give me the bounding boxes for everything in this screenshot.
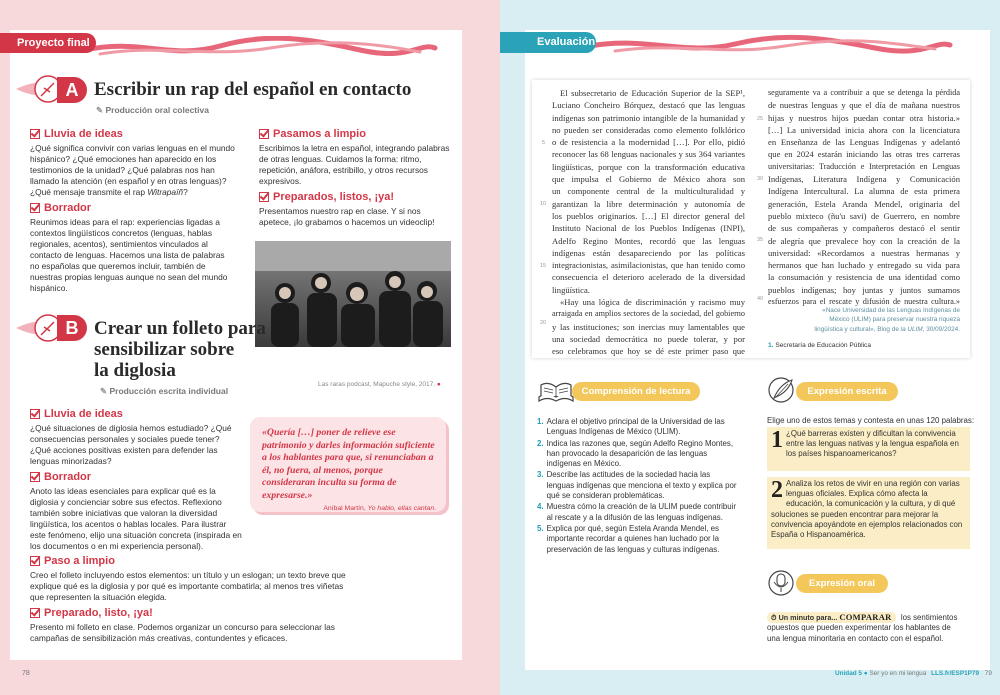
b-text-preparado: Presento mi folleto en clase. Podemos organizar un concurso para seleccionar las campañas de sensibilización más creativas, contundentes y eficaces. bbox=[30, 622, 335, 643]
checkbox-icon bbox=[30, 409, 40, 419]
escrita-title: Expresión escrita bbox=[796, 382, 898, 401]
comprension-title: Comprensión de lectura bbox=[572, 382, 700, 401]
oral-badge: ⏱ Un minuto para... COMPARAR bbox=[767, 612, 896, 623]
article-line: Adelfo Regino Montes, recordó que las lenguas bbox=[552, 235, 745, 246]
quill-icon bbox=[766, 376, 800, 404]
a-text-limpio: Escribimos la letra en español, integrando palabras de otras lenguas. Cuidamos la forma: ritmo, repetición, anáfora, estribillo, y otros recursos expresivos. bbox=[259, 143, 450, 186]
b-heading-paso: Paso a limpio bbox=[30, 555, 355, 567]
article-line: una sociedad democrática no puede tolerar, y por bbox=[552, 333, 745, 344]
b-text-borrador: Anoto las ideas esenciales para explicar qué es la diglosia y concienciar sobre sus efectos. Reflexiono también sobre iniciativas que valoran la diversidad lingüística, los acentos o hablas locales. Para ilustrar este fenómeno, elijo una situación concreta (inspirada en los documentos o en mi experiencia personal). bbox=[30, 486, 242, 551]
article-line: universitarias: Traducción e Interpretación en Lenguas bbox=[768, 161, 960, 171]
band-photo bbox=[255, 241, 451, 347]
line-number: 5 bbox=[542, 140, 546, 146]
a-heading-limpio: Pasamos a limpio bbox=[259, 128, 451, 140]
checkbox-icon bbox=[259, 129, 269, 139]
a-col2 bbox=[259, 128, 451, 228]
line-number: 30 bbox=[757, 176, 764, 182]
article-line: que en 2024 estarán iniciando las otras tres carreras bbox=[768, 149, 960, 160]
list-item: 1. Aclara el objetivo principal de la Universidad de las Lenguas Indígenas de México (ULIM). bbox=[537, 417, 725, 437]
left-page-number: 78 bbox=[22, 670, 30, 677]
a-text-borrador: Reunimos ideas para el rap: experiencias ligadas a contextos lingüísticos concretos (lenguas, hablas regionales, acentos), sentimientos vinculados al contacto de lenguas. Hacemos una lista de palabras no españolas que queremos incluir, también de nuestras propias lenguas aunque no sean del mundo hispánico. bbox=[30, 217, 228, 293]
article-line: no pueden ser consideradas como elemento folklórico bbox=[552, 124, 745, 135]
article-line: lingüísticas, porque con la transformación educativa bbox=[552, 161, 745, 172]
a-heading-preparados: Preparados, listos, ¡ya! bbox=[259, 191, 451, 203]
pen-icon: ✎ bbox=[100, 386, 108, 396]
right-header-brush bbox=[585, 34, 955, 58]
a-text-lluvia: ¿Qué significa convivir con varias lenguas en el mundo hispánico? ¿Qué emociones han aparecido en los testimonios de la unidad? ¿Qué palabras nos han llamado la atención (en español y en otras lenguas)? ¿Qué mensaje transmite el rap Witrapaïñ? bbox=[30, 143, 235, 197]
checkbox-icon bbox=[30, 129, 40, 139]
escrita-option-1: 1 ¿Qué barreras existen y dificultan la convivencia entre las lenguas nativas y la lengua española en los países hispanoamericanos? bbox=[767, 427, 970, 471]
footer-title: Ser yo en mi lengua bbox=[869, 670, 927, 677]
a-heading-lluvia: Lluvia de ideas bbox=[30, 128, 236, 140]
article-line: hermanos que han luchado y entregado su vida para bbox=[768, 260, 960, 271]
article-line: de nuestras lenguas y que el día de mañana nuestros bbox=[768, 100, 960, 111]
list-item: 2. Indica las razones que, según Adelfo Regino Montes, han provocado la desaparición de las lenguas indígenas en México. bbox=[537, 438, 734, 469]
article-line: reconocer las 68 lenguas nacionales y sus 364 variantes bbox=[552, 149, 745, 160]
article-col1 bbox=[552, 87, 745, 358]
list-item: 4. Muestra cómo la creación de la ULIM puede contribuir al rescate y a la difusión de las lenguas indígenas. bbox=[537, 502, 737, 522]
footer-link[interactable]: LLS.fr/ESP1P79 bbox=[931, 670, 980, 677]
b-text-lluvia: ¿Qué situaciones de diglosia hemos estudiado? ¿Qué consecuencias personales y sociales puede tener? ¿Qué acciones positivas existen para defender las lenguas minorizadas? bbox=[30, 423, 232, 466]
article-col2 bbox=[768, 87, 960, 308]
article-line: lingüística. bbox=[552, 284, 590, 295]
article-line: El subsecretario de Educación Superior de la SEP¹, bbox=[560, 88, 745, 98]
section-b-letter: B bbox=[57, 315, 87, 341]
b-bottom bbox=[30, 555, 355, 644]
section-a-subtitle: ✎ Producción oral colectiva bbox=[96, 105, 209, 115]
a-text-preparados: Presentamos nuestro rap en clase. Y si nos apetece, ¡lo grabamos o hacemos un videoclip! bbox=[259, 206, 435, 227]
article-line: eso celebramos que hoy se dé este primer paso que bbox=[552, 346, 745, 357]
feather-icon bbox=[14, 74, 60, 104]
article-line: «Hay una lógica de discriminación y racismo muy bbox=[560, 297, 745, 308]
right-page-number: 79 bbox=[984, 670, 992, 677]
section-b-title: Crear un folleto para sensibilizar sobre la diglosia bbox=[94, 318, 266, 381]
checkbox-icon bbox=[259, 192, 269, 202]
oral-title: Expresión oral bbox=[796, 574, 888, 593]
line-number: 25 bbox=[757, 116, 764, 122]
footer-unit: Unidad 5 bbox=[835, 670, 862, 677]
list-item: 5. Explica por qué, según Estela Aranda Mendel, es importante recordar a quienes han luchado por la preservación de las lenguas y culturas indígenas. bbox=[537, 523, 720, 554]
option-number: 2 bbox=[771, 477, 783, 503]
option-number: 1 bbox=[771, 427, 783, 453]
band-photo-figures bbox=[255, 241, 451, 347]
article-line: garantizan la libre determinación y autonomía de bbox=[552, 198, 745, 209]
pen-icon: ✎ bbox=[96, 105, 104, 115]
article-line: seguramente va a contribuir a que se detenga la pérdida bbox=[768, 88, 960, 97]
stopwatch-icon: ⏱ bbox=[771, 613, 777, 622]
article-line: hijas y nuestros hijos puedan contar otra historia.» bbox=[768, 112, 960, 123]
footnote: 1. Secretaría de Educación Pública bbox=[768, 342, 872, 349]
evaluation-tab: Evaluación bbox=[500, 32, 596, 53]
article-source: «Nace Universidad de las Lenguas Indígenas de México (ULIM) para preservar nuestra riqueza lingüística y cultural», Blog de la ULIM, 30/09/2024. bbox=[814, 307, 960, 333]
line-number: 15 bbox=[540, 263, 547, 269]
article-line: que impulsa el Gobierno de México ahora son bbox=[552, 174, 745, 185]
escrita-intro: Elige uno de estos temas y contesta en unas 120 palabras: bbox=[767, 416, 975, 425]
article-line: Indígena Intercultural. La alumna de esta primera bbox=[768, 186, 960, 197]
article-line: pueblos indígenas; hoy juntas y juntos sumamos bbox=[768, 284, 960, 295]
quote-text: «Quería […] poner de relieve ese patrimonio y darles información suficiente a los hablantes para que, si renunciaban a él, no fuera, al menos, porque consideraran inculta su forma de expresarse.» bbox=[262, 427, 435, 501]
line-number: 10 bbox=[540, 201, 547, 207]
line-number: 20 bbox=[540, 320, 547, 326]
article-line: universidad: «Recordamos a nuestras hermanas y bbox=[768, 247, 960, 258]
escrita-option-2: 2 Analiza los retos de vivir en una región con varias lenguas oficiales. Explica cómo afecta la educación, la comunicación y la cultura, y di qué soluciones se pueden encontrar para mejorar la convivencia apoyándote en ejemplos relacionados con España o Hispanoamérica. bbox=[767, 477, 970, 549]
line-number: 40 bbox=[757, 296, 764, 302]
a-heading-borrador: Borrador bbox=[30, 202, 236, 214]
book-icon bbox=[537, 375, 575, 405]
section-tab: Proyecto final bbox=[0, 33, 96, 53]
left-header-brush bbox=[80, 36, 440, 60]
article-line: generación, Estela Aranda Mendel, originaria del bbox=[768, 198, 960, 209]
article-line: los pueblos originarios. […] El director general del bbox=[552, 210, 745, 221]
article-line: integracionistas, asimilacionistas, que han tenido como bbox=[552, 260, 745, 271]
article-line: arraigada en amplios sectores de la sociedad, del gobierno bbox=[552, 309, 745, 319]
b-heading-preparado: Preparado, listo, ¡ya! bbox=[30, 607, 355, 619]
photo-caption: Las raras podcast, Mapuche style, 2017. ● bbox=[318, 381, 441, 388]
article-line: en Enseñanza de las Lenguas Indígenas y adelantó bbox=[768, 137, 960, 148]
article-line: la consumación y resistencia de una identidad como bbox=[768, 272, 960, 283]
article-line: de alegría que prevalece hoy con la creación de la bbox=[768, 235, 960, 246]
article-line: consecuencia el deterioro acelerado de la diversidad bbox=[552, 272, 745, 283]
section-b-subtitle: ✎ Producción escrita individual bbox=[100, 386, 229, 396]
article-line: Indígenas, Literatura Indígena y Comunicación bbox=[768, 174, 960, 185]
feather-icon bbox=[14, 313, 60, 343]
checkbox-icon bbox=[30, 608, 40, 618]
article-line: Luciano Concheiro Bórquez, destacó que las lenguas bbox=[552, 100, 745, 111]
article-line: esfuerzos para el rescate y difusión de nuestra cultura.» bbox=[768, 297, 960, 307]
b-text-paso: Creo el folleto incluyendo estos elementos: un título y un eslogan; un texto breve que explique qué es la diglosia y por qué es importante combatirla; al menos tres viñetas que representen la situación elegida. bbox=[30, 570, 346, 602]
article-line: indígenas están desapareciendo por las políticas bbox=[552, 247, 745, 258]
b-heading-borrador: Borrador bbox=[30, 471, 242, 483]
b-heading-lluvia: Lluvia de ideas bbox=[30, 408, 242, 420]
article-line: y las instituciones; son inercias muy lamentables que bbox=[552, 321, 745, 332]
article-line: indígenas son patrimonio intangible de la humanidad y bbox=[552, 112, 745, 123]
a-col1 bbox=[30, 128, 236, 294]
article-line: un componente central de la multiculturalidad y bbox=[552, 186, 745, 197]
checkbox-icon bbox=[30, 203, 40, 213]
oral-prompt: ⏱ Un minuto para... COMPARAR los sentimientos opuestos que pueden experimentar los hablantes de una lengua minoritaria en contacto con el español. bbox=[767, 612, 958, 643]
list-item: 3. Describe las actitudes de la sociedad hacia las lenguas indígenas que menciona el texto y explica por qué se consideran problemáticas. bbox=[537, 470, 737, 501]
quote-box bbox=[250, 417, 446, 512]
line-number: 35 bbox=[757, 237, 764, 243]
checkbox-icon bbox=[30, 472, 40, 482]
comprension-list bbox=[537, 417, 737, 555]
section-a-letter: A bbox=[57, 77, 87, 103]
microphone-icon bbox=[766, 568, 800, 598]
article-line: de sus compañeras y compañeros destacó el sentir bbox=[768, 223, 960, 234]
article-line: pueblo mixteco (ñu'u savi) de Guerrero, en nombre bbox=[768, 210, 960, 221]
article-line: […] La universidad inicia ahora con la licenciatura bbox=[768, 124, 960, 135]
footer: Unidad 5 ● Ser yo en mi lengua LLS.fr/ESP1P79 79 bbox=[835, 670, 992, 677]
article-line: o de resistencia a la modernidad […]. Por ello, pidió bbox=[552, 137, 745, 148]
quote-source: Aníbal Martín, Yo hablo, ellas cantan. bbox=[323, 505, 436, 512]
b-col1 bbox=[30, 408, 242, 552]
section-a-title: Escribir un rap del español en contacto bbox=[94, 79, 412, 100]
checkbox-icon bbox=[30, 556, 40, 566]
article-line: Instituto Nacional de los Pueblos Indígenas (INPI), bbox=[552, 223, 745, 234]
